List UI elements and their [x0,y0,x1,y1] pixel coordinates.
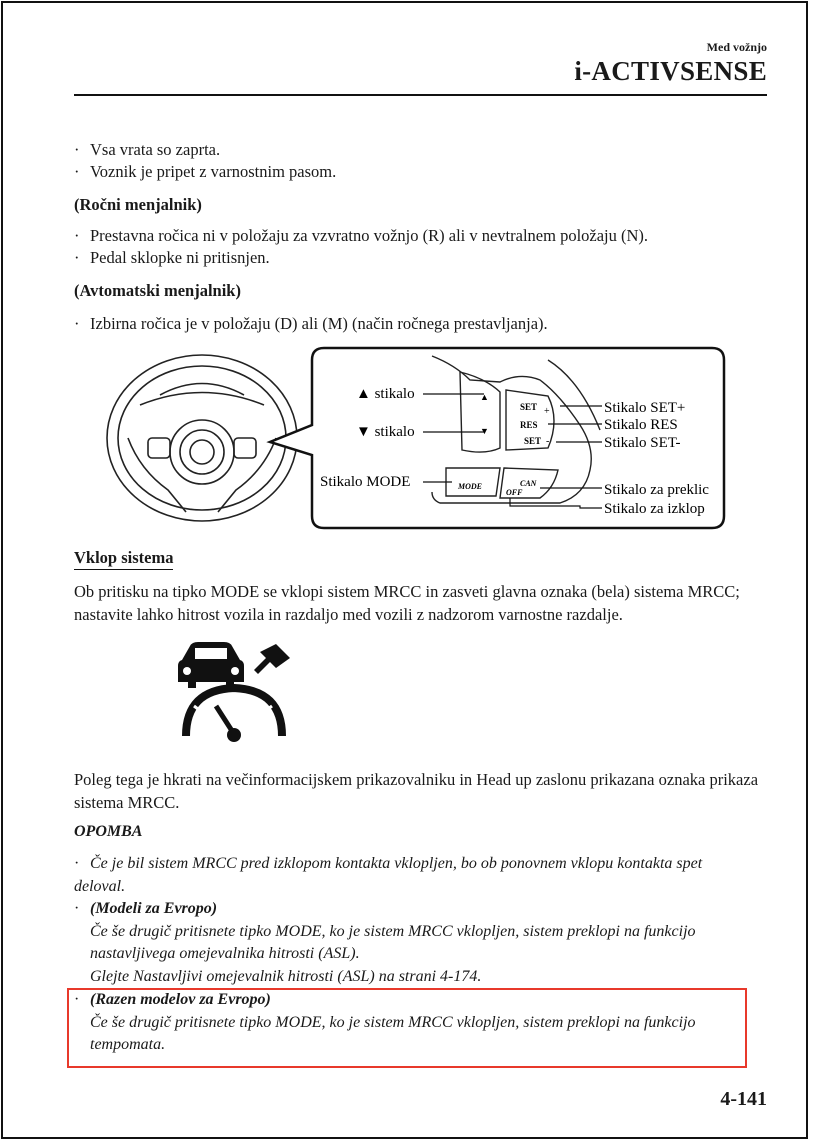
page-number: 4-141 [720,1088,767,1110]
note-item: · (Razen modelov za Evropo) Če še drugič pritisnete tipko MODE, ko je sistem MRCC vklopljen, sistem preklopi na funkcijo tempomata. [74,991,696,1053]
highlight-box [67,988,747,1068]
mrcc-indicator-icon [168,640,298,744]
down-arrow-icon: ▼ [480,426,489,436]
btn-set2-text: SET [524,436,542,446]
label-down-switch: ▼ stikalo [356,424,415,440]
label-set-plus: Stikalo SET+ [604,400,686,416]
automatic-heading: (Avtomatski menjalnik) [74,281,241,300]
list-item: · Prestavna ročica ni v položaju za vzvratno vožnjo (R) ali v nevtralnem položaju (N). [74,226,649,245]
note-title: OPOMBA [74,823,143,840]
list-item: · Vsa vrata so zaprta. [74,140,221,159]
up-arrow-icon: ▲ [480,392,489,402]
btn-plus-text: + [544,406,550,417]
list-item: · Izbirna ročica je v položaju (D) ali (M) (način ročnega prestavljanja). [74,314,548,333]
list-item: · Pedal sklopke ni pritisnjen. [74,248,270,267]
steering-wheel-diagram [0,0,813,540]
note-item: · Če je bil sistem MRCC pred izklopom kontakta vklopljen, bo ob ponovnem vklopu kontakta spet deloval. [74,855,703,895]
list-item: · Voznik je pripet z varnostnim pasom. [74,162,337,181]
label-mode-switch: Stikalo MODE [320,474,411,490]
section-title: Vklop sistema [74,548,173,570]
btn-can-text: CAN [520,479,537,488]
label-off: Stikalo za izklop [604,501,705,517]
system-on-paragraph: Ob pritisku na tipko MODE se vklopi sistem MRCC in zasveti glavna oznaka (bela) sistema MRCC; nastavite lahko hitrost vozila in razdaljo med vozili z nadzorom varnostne razdalje. [74,582,740,624]
label-res: Stikalo RES [604,417,678,433]
note-item: · (Modeli za Evropo) Če še drugič pritisnete tipko MODE, ko je sistem MRCC vklopljen, sistem preklopi na funkcijo nastavljivega omejevalnika hitrosti (ASL). Glejte Nastavljivi omejevalnik hitrosti (ASL) na strani 4-174. [74,900,696,985]
label-set-minus: Stikalo SET- [604,435,681,451]
btn-mode-text: MODE [458,482,483,491]
label-up-switch: ▲ stikalo [356,386,415,402]
manual-heading: (Ročni menjalnik) [74,195,202,214]
system-on-paragraph-2: Poleg tega je hkrati na večinformacijskem prikazovalniku in Head up zaslonu prikazana oznaka prikaza sistema MRCC. [74,770,759,812]
header-section: Med vožnjo [706,40,767,54]
label-cancel: Stikalo za preklic [604,482,709,498]
btn-off-text: OFF [506,488,523,497]
header-title: i-ACTIVSENSE [574,56,767,86]
btn-res-text: RES [520,420,538,430]
steering-wheel-illustration [107,355,297,521]
btn-set-text: SET [520,402,538,412]
btn-minus-text: - [546,436,550,447]
